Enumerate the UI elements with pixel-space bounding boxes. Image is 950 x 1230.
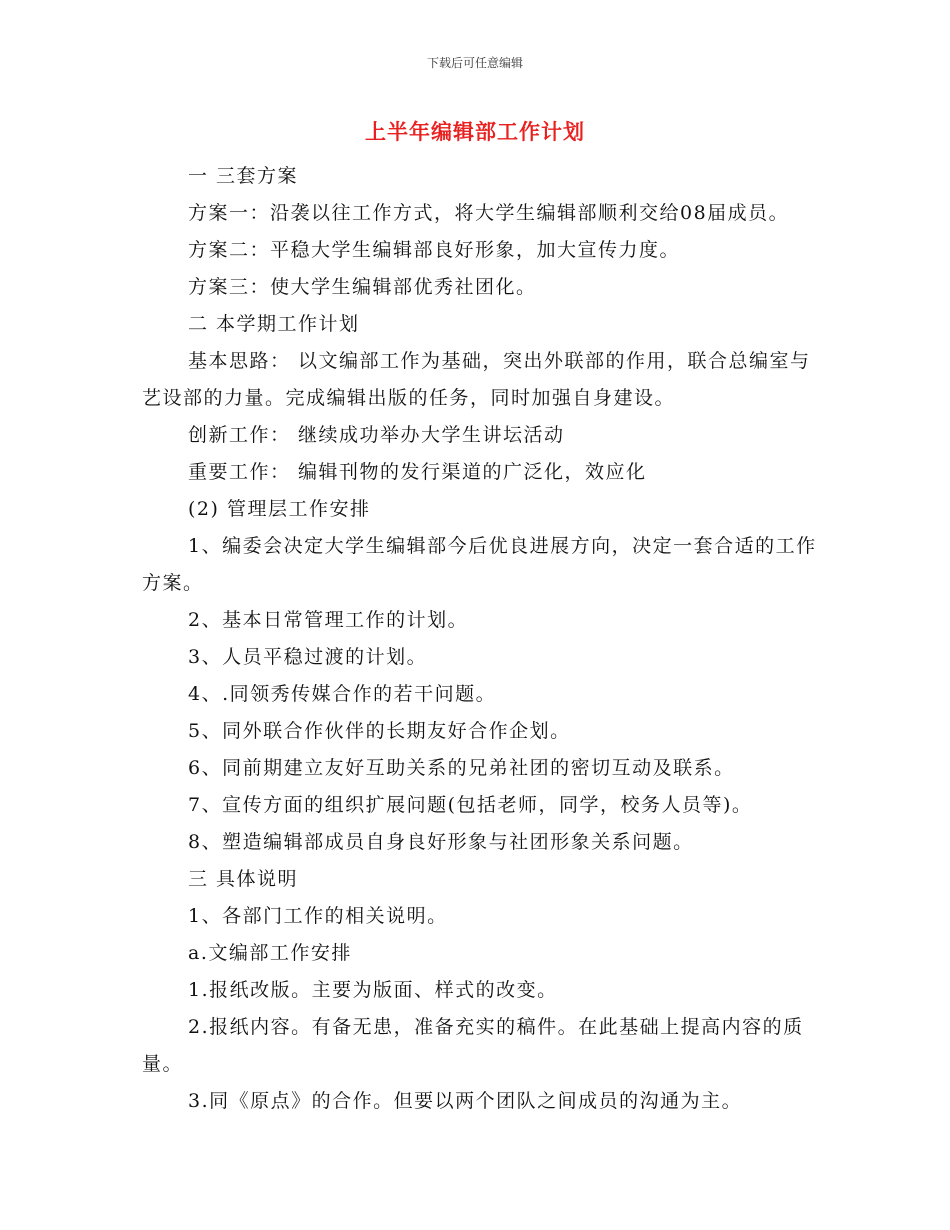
list-item: 3.同《原点》的合作。但要以两个团队之间成员的沟通为主。 bbox=[188, 1090, 743, 1112]
paragraph: 方案二：平稳大学生编辑部良好形象，加大宣传力度。 bbox=[188, 239, 681, 261]
list-item: 1、编委会决定大学生编辑部今后优良进展方向，决定一套合适的工作方案。 bbox=[142, 535, 817, 594]
list-item: 6、同前期建立友好互助关系的兄弟社团的密切互动及联系。 bbox=[188, 757, 735, 779]
paragraph: 重要工作： 编辑刊物的发行渠道的广泛化，效应化 bbox=[188, 461, 647, 483]
section-heading: 二 本学期工作计划 bbox=[188, 313, 360, 335]
list-item: 3、人员平稳过渡的计划。 bbox=[188, 646, 428, 668]
paragraph: 方案三：使大学生编辑部优秀社团化。 bbox=[188, 276, 537, 298]
list-item: 5、同外联合作伙伴的长期友好合作企划。 bbox=[188, 720, 571, 742]
paragraph: 基本思路： 以文编部工作为基础，突出外联部的作用，联合总编室与艺设部的力量。完成编辑出版的任务，同时加强自身建设。 bbox=[142, 350, 811, 409]
document-body bbox=[142, 158, 822, 1120]
paragraph: 方案一：沿袭以往工作方式，将大学生编辑部顺利交给08届成员。 bbox=[188, 202, 790, 224]
list-item: 1.报纸改版。主要为版面、样式的改变。 bbox=[188, 979, 558, 1001]
header-note: 下载后可任意编辑 bbox=[426, 56, 523, 70]
list-item: 4、.同领秀传媒合作的若干问题。 bbox=[188, 683, 497, 705]
list-item: 2、基本日常管理工作的计划。 bbox=[188, 609, 469, 631]
section-heading: 三 具体说明 bbox=[188, 868, 299, 890]
paragraph: 创新工作： 继续成功举办大学生讲坛活动 bbox=[188, 424, 565, 446]
list-item: 8、塑造编辑部成员自身良好形象与社团形象关系问题。 bbox=[188, 831, 694, 853]
section-heading: 一 三套方案 bbox=[188, 165, 299, 187]
list-item: 7、宣传方面的组织扩展问题(包括老师，同学，校务人员等)。 bbox=[188, 794, 753, 816]
subsection-heading: a.文编部工作安排 bbox=[188, 942, 352, 964]
list-item: 1、各部门工作的相关说明。 bbox=[188, 905, 448, 927]
document-title: 上半年编辑部工作计划 bbox=[365, 120, 585, 144]
subsection-heading: (2) 管理层工作安排 bbox=[188, 498, 371, 520]
list-item: 2.报纸内容。有备无患，准备充实的稿件。在此基础上提高内容的质量。 bbox=[142, 1016, 804, 1075]
